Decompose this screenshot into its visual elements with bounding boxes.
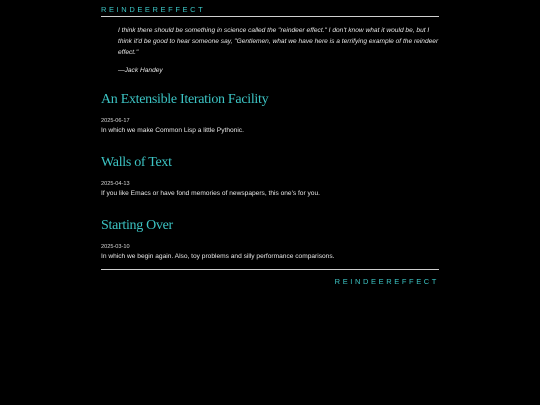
footer-divider xyxy=(101,269,439,270)
post-summary: In which we make Common Lisp a little Pythonic. xyxy=(101,127,244,134)
post-summary: If you like Emacs or have fond memories of newspapers, this one's for you. xyxy=(101,190,320,197)
site-title-link[interactable]: REINDEEREFFECT xyxy=(101,5,206,14)
page xyxy=(101,0,439,287)
post-summary: In which we begin again. Also, toy problems and silly performance comparisons. xyxy=(101,253,335,260)
post-entry xyxy=(101,218,439,261)
epigraph-attribution: —Jack Handey xyxy=(118,67,163,74)
footer-site-title-link[interactable]: REINDEEREFFECT xyxy=(334,277,439,286)
post-title-link[interactable]: Starting Over xyxy=(101,218,173,233)
post-entry xyxy=(101,92,439,135)
post-entry xyxy=(101,155,439,198)
post-title-link[interactable]: An Extensible Iteration Facility xyxy=(101,92,269,107)
epigraph-quote: I think there should be something in science called the "reindeer effect." I don't know what it would be, but I think it'd be good to hear someone say, "Gentlemen, what we have here is a terrifying example of the reindeer effect." xyxy=(118,27,439,56)
epigraph xyxy=(118,25,439,76)
post-title-link[interactable]: Walls of Text xyxy=(101,155,172,170)
header-divider xyxy=(101,16,439,17)
post-date: 2025-04-13 xyxy=(101,181,130,187)
post-date: 2025-06-17 xyxy=(101,118,130,124)
post-date: 2025-03-10 xyxy=(101,244,130,250)
